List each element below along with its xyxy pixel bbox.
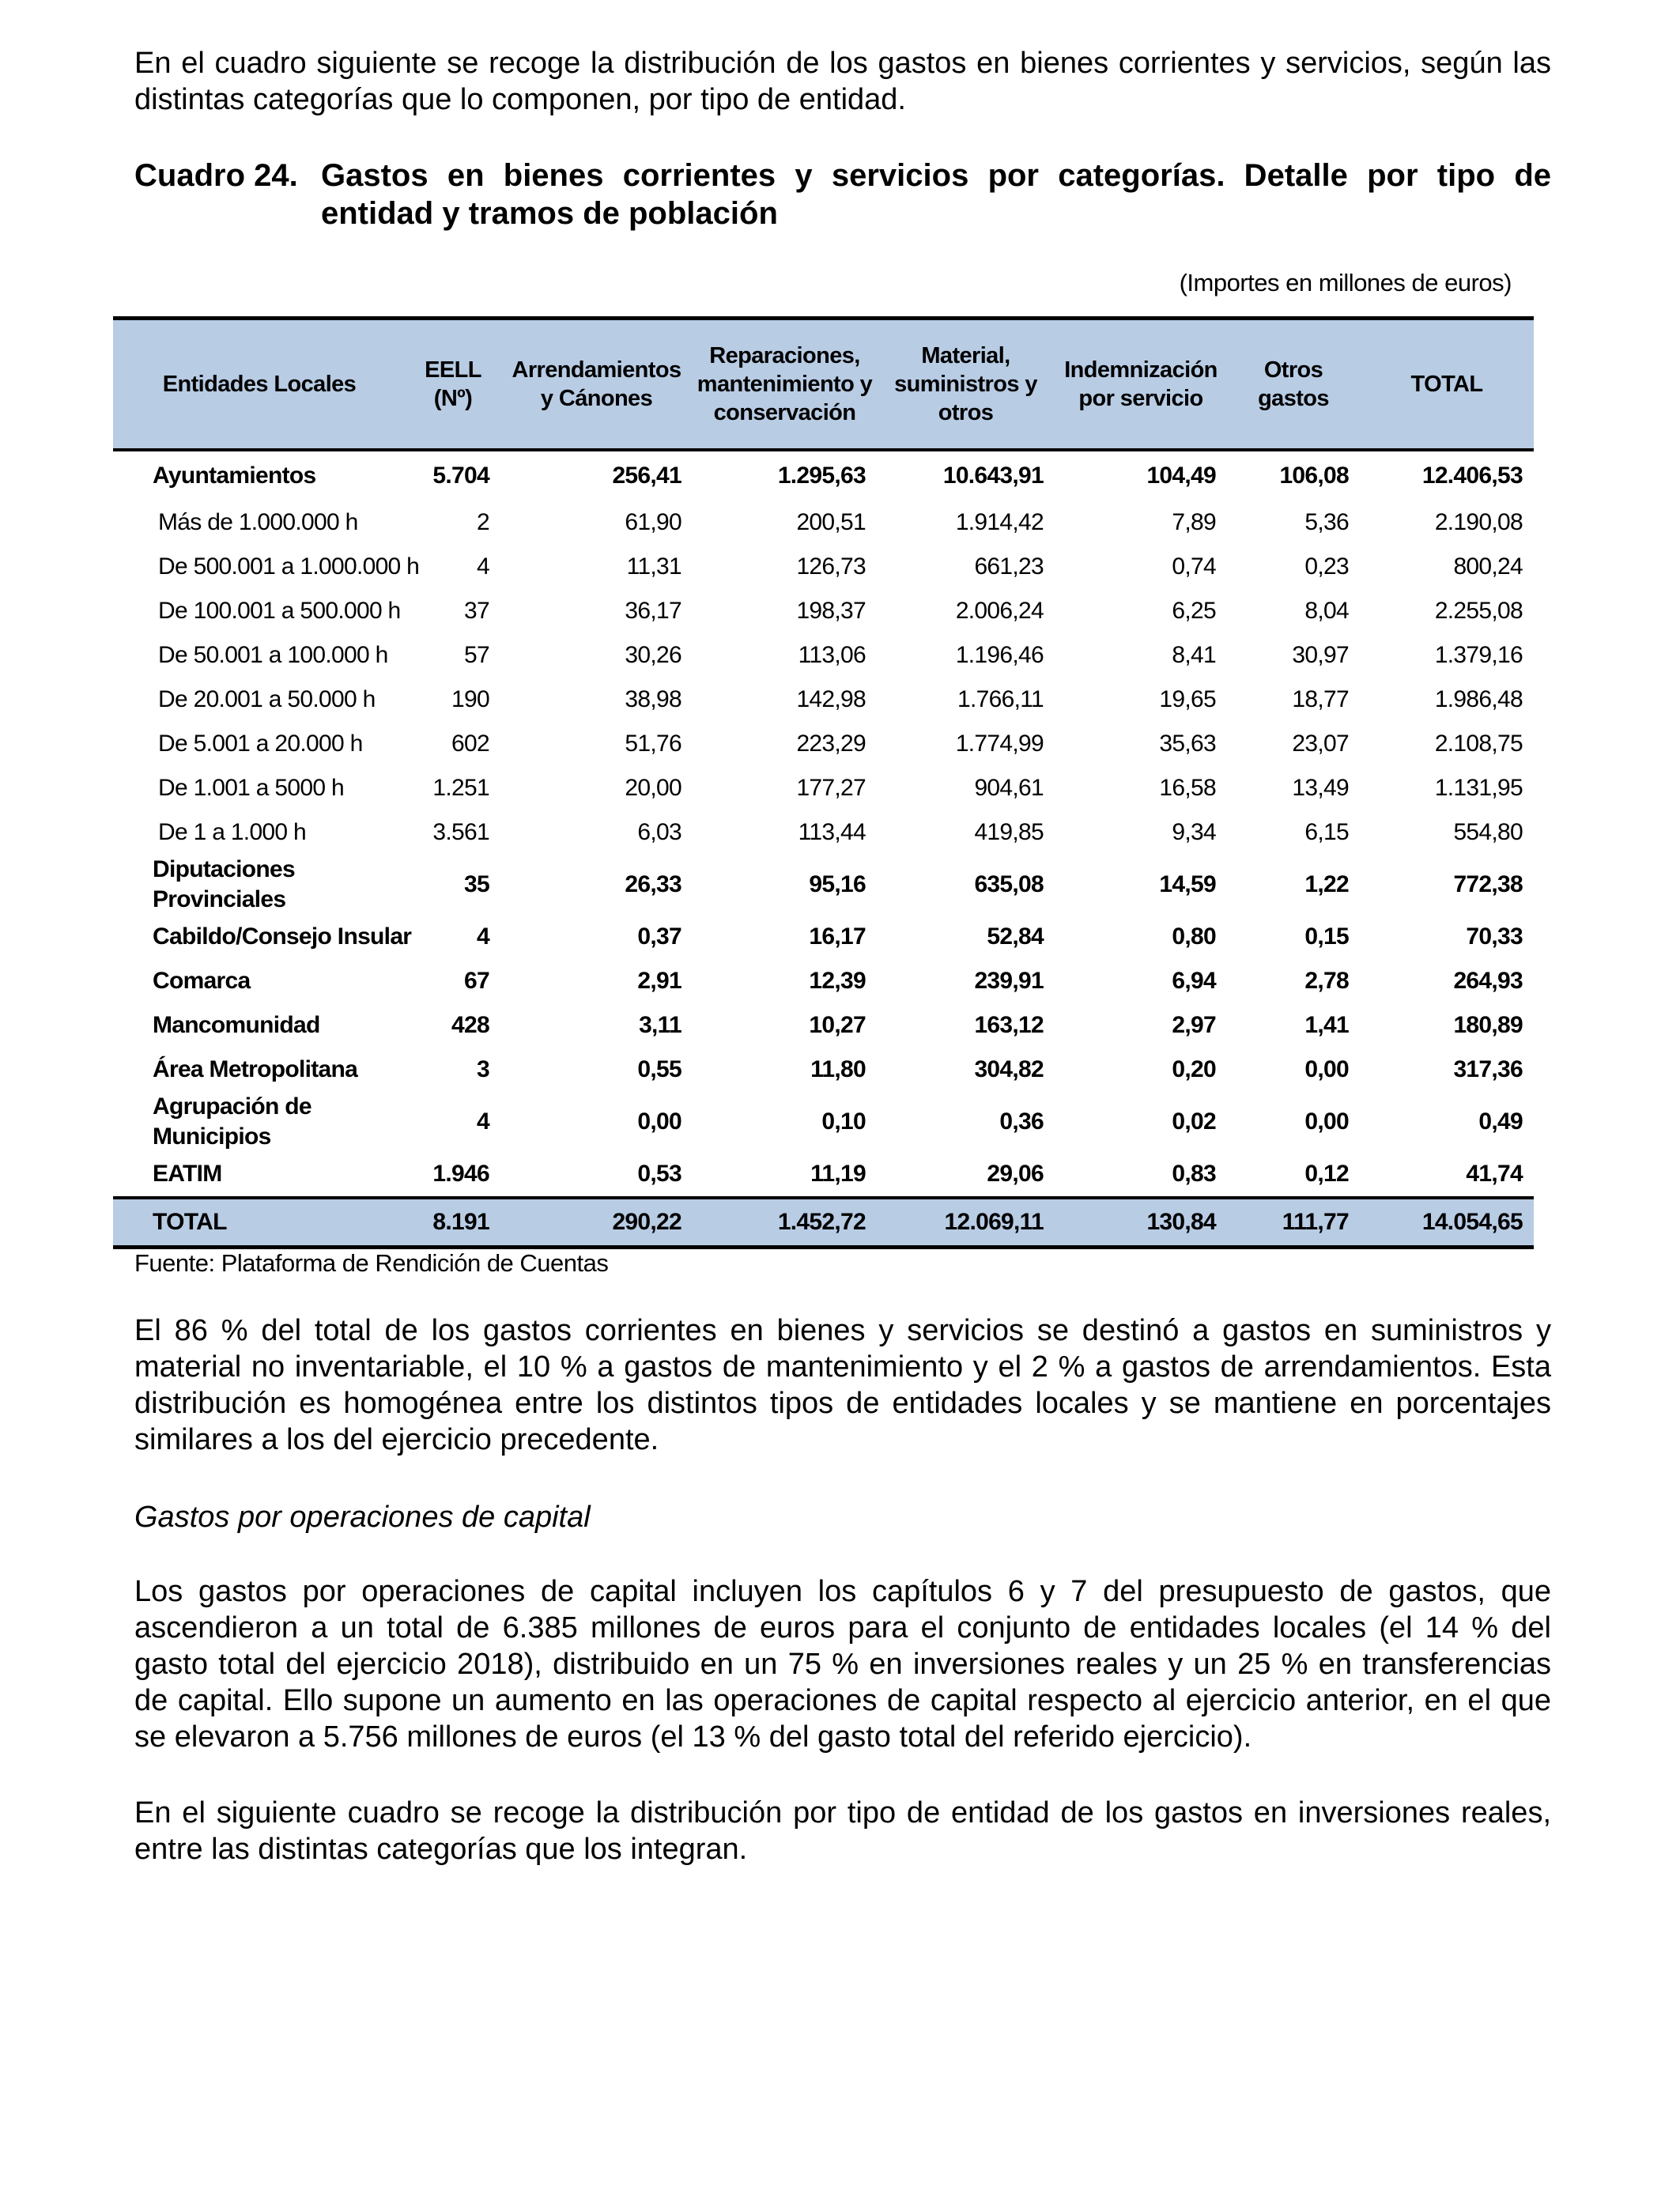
table-cell: 4	[477, 1108, 489, 1135]
table-cell: 0,37	[637, 923, 681, 950]
table-cell: 0,36	[999, 1108, 1044, 1135]
table-row	[113, 722, 1534, 766]
total-cell: 8.191	[406, 1198, 500, 1248]
row-label: Diputaciones Provinciales	[153, 856, 295, 912]
table-row	[113, 500, 1534, 545]
table-cell: 0,23	[1304, 553, 1349, 580]
expenses-table	[113, 316, 1534, 1249]
table-cell: 4	[477, 923, 489, 950]
table-cell: 0,83	[1172, 1161, 1216, 1187]
table-cell: 8,41	[1172, 642, 1216, 668]
table-cell: 4	[477, 553, 489, 580]
table-cell: 1.131,95	[1434, 775, 1523, 801]
row-label: De 20.001 a 50.000 h	[158, 686, 376, 712]
table-cell: 0,12	[1304, 1161, 1349, 1187]
table-cell: 13,49	[1292, 775, 1349, 801]
table-cell: 26,33	[625, 871, 681, 897]
row-label: De 50.001 a 100.000 h	[158, 642, 388, 668]
table-cell: 3.561	[432, 819, 489, 845]
table-cell: 2.006,24	[955, 598, 1044, 624]
table-cell: 317,36	[1453, 1056, 1523, 1082]
table-cell: 6,94	[1172, 968, 1216, 994]
table-cell: 0,80	[1172, 923, 1216, 950]
table-cell: 0,55	[637, 1056, 681, 1082]
table-cell: 19,65	[1159, 686, 1216, 712]
table-cell: 304,82	[974, 1056, 1044, 1082]
table-cell: 1.196,46	[955, 642, 1044, 668]
table-cell: 95,16	[809, 871, 866, 897]
table-cell: 180,89	[1453, 1012, 1523, 1038]
row-label: Ayuntamientos	[153, 463, 316, 489]
total-label: TOTAL	[113, 1198, 406, 1248]
row-label: De 100.001 a 500.000 h	[158, 598, 401, 624]
total-row	[113, 1198, 1534, 1248]
table-row	[113, 450, 1534, 500]
column-header: Material, suministros y otros	[877, 319, 1055, 451]
table-cell: 18,77	[1292, 686, 1349, 712]
table-cell: 1.986,48	[1434, 686, 1523, 712]
column-header: TOTAL	[1360, 319, 1534, 451]
table-cell: 0,00	[637, 1108, 681, 1135]
row-label: Área Metropolitana	[153, 1056, 358, 1082]
column-header: Reparaciones, mantenimiento y conservación	[693, 319, 877, 451]
table-cell: 1.774,99	[955, 731, 1044, 757]
table-cell: 6,25	[1172, 598, 1216, 624]
table-row	[113, 589, 1534, 633]
table-cell: 14,59	[1159, 871, 1216, 897]
table-cell: 0,20	[1172, 1056, 1216, 1082]
table-cell: 1.379,16	[1434, 642, 1523, 668]
table-cell: 163,12	[974, 1012, 1044, 1038]
table-source: Fuente: Plataforma de Rendición de Cuentas	[134, 1249, 609, 1277]
table-cell: 51,76	[625, 731, 681, 757]
table-row	[113, 1092, 1534, 1152]
table-cell: 29,06	[987, 1161, 1044, 1187]
table-cell: 16,17	[809, 923, 866, 950]
table-cell: 0,49	[1478, 1108, 1523, 1135]
row-label: Comarca	[153, 968, 251, 994]
table-cell: 223,29	[796, 731, 866, 757]
table-cell: 126,73	[796, 553, 866, 580]
table-cell: 1.295,63	[777, 463, 866, 489]
table-cell: 2,91	[637, 968, 681, 994]
table-cell: 11,80	[810, 1056, 866, 1082]
table-cell: 256,41	[612, 463, 681, 489]
row-label: EATIM	[153, 1161, 222, 1187]
table-cell: 239,91	[974, 968, 1044, 994]
table-cell: 1.251	[432, 775, 489, 801]
column-header: Otros gastos	[1227, 319, 1360, 451]
total-cell: 12.069,11	[877, 1198, 1055, 1248]
table-cell: 2.190,08	[1434, 509, 1523, 535]
table-cell: 9,34	[1172, 819, 1216, 845]
table-cell: 113,44	[798, 819, 866, 845]
paragraph-investments: En el siguiente cuadro se recoge la distribución por tipo de entidad de los gastos en inversiones reales, entre las distintas categorías que los integran.	[134, 1796, 1551, 1866]
table-cell: 11,31	[626, 553, 681, 580]
table-cell: 30,26	[625, 642, 681, 668]
table-cell: 57	[464, 642, 489, 668]
table-cell: 177,27	[796, 775, 866, 801]
table-cell: 41,74	[1466, 1161, 1523, 1187]
table-row	[113, 915, 1534, 959]
table-cell: 23,07	[1292, 731, 1349, 757]
table-header-row	[113, 319, 1534, 451]
table-cell: 800,24	[1453, 553, 1523, 580]
total-cell: 290,22	[500, 1198, 693, 1248]
table-cell: 1.914,42	[955, 509, 1044, 535]
table-cell: 6,15	[1304, 819, 1349, 845]
row-label: Mancomunidad	[153, 1012, 320, 1038]
table-cell: 0,74	[1172, 553, 1216, 580]
table-cell: 35,63	[1159, 731, 1216, 757]
table-cell: 190	[451, 686, 489, 712]
table-cell: 67	[464, 968, 489, 994]
table-cell: 10.643,91	[942, 463, 1044, 489]
table-cell: 428	[451, 1012, 489, 1038]
table-cell: 16,58	[1159, 775, 1216, 801]
column-header: Indemnización por servicio	[1055, 319, 1227, 451]
table-cell: 10,27	[809, 1012, 866, 1038]
row-label: De 500.001 a 1.000.000 h	[158, 553, 420, 580]
table-cell: 0,10	[821, 1108, 866, 1135]
total-cell: 1.452,72	[693, 1198, 877, 1248]
table-row	[113, 1003, 1534, 1048]
units-note: (Importes en millones de euros)	[1179, 269, 1512, 296]
table-cell: 142,98	[796, 686, 866, 712]
table-cell: 52,84	[987, 923, 1044, 950]
table-row	[113, 810, 1534, 855]
table-row	[113, 545, 1534, 589]
table-cell: 20,00	[625, 775, 681, 801]
caption-number: Cuadro 24.	[134, 158, 298, 193]
table-row	[113, 1152, 1534, 1198]
table-row	[113, 678, 1534, 722]
table-cell: 2,78	[1304, 968, 1349, 994]
table-cell: 2	[477, 509, 489, 535]
table-cell: 70,33	[1466, 923, 1523, 950]
table-cell: 3	[477, 1056, 489, 1082]
table-cell: 1.766,11	[957, 686, 1044, 712]
table-cell: 37	[464, 598, 489, 624]
column-header: Entidades Locales	[113, 319, 406, 451]
table-cell: 104,49	[1146, 463, 1216, 489]
total-cell: 111,77	[1227, 1198, 1360, 1248]
total-cell: 14.054,65	[1360, 1198, 1534, 1248]
table-cell: 12.406,53	[1421, 463, 1523, 489]
table-cell: 5,36	[1304, 509, 1349, 535]
table-cell: 661,23	[974, 553, 1044, 580]
table-cell: 3,11	[639, 1012, 681, 1038]
table-cell: 7,89	[1172, 509, 1216, 535]
table-cell: 0,00	[1304, 1056, 1349, 1082]
table-cell: 35	[464, 871, 489, 897]
table-cell: 8,04	[1304, 598, 1349, 624]
table-row	[113, 633, 1534, 678]
table-row	[113, 959, 1534, 1003]
table-cell: 635,08	[974, 871, 1044, 897]
table-cell: 1.946	[432, 1161, 489, 1187]
total-cell: 130,84	[1055, 1198, 1227, 1248]
table-cell: 0,15	[1304, 923, 1349, 950]
table-cell: 36,17	[625, 598, 681, 624]
row-label: De 1.001 a 5000 h	[158, 775, 344, 801]
table-cell: 772,38	[1453, 871, 1523, 897]
table-cell: 419,85	[974, 819, 1044, 845]
table-cell: 264,93	[1453, 968, 1523, 994]
column-header: EELL (Nº)	[406, 319, 500, 451]
row-label: Más de 1.000.000 h	[158, 509, 358, 535]
table-cell: 1,41	[1304, 1012, 1349, 1038]
table-cell: 5.704	[432, 463, 489, 489]
table-cell: 6,03	[637, 819, 681, 845]
table-row	[113, 855, 1534, 915]
table-cell: 200,51	[796, 509, 866, 535]
column-header: Arrendamientos y Cánones	[500, 319, 693, 451]
table-cell: 554,80	[1453, 819, 1523, 845]
paragraph-capital: Los gastos por operaciones de capital incluyen los capítulos 6 y 7 del presupuesto de gastos, que ascendieron a un total de 6.385 millones de euros para el conjunto de entidades locales (el 14 % del gasto total del ejercicio 2018), distribuido en un 75 % en inversiones reales y un 25 % en transferencias de capital. Ello supone un aumento en las operaciones de capital respecto al ejercicio anterior, en el que se elevaron a 5.756 millones de euros (el 13 % del gasto total del referido ejercicio).	[134, 1575, 1551, 1754]
table-cell: 12,39	[809, 968, 866, 994]
table-cell: 0,53	[637, 1161, 681, 1187]
table-cell: 1,22	[1304, 871, 1349, 897]
table-row	[113, 1048, 1534, 1092]
row-label: Cabildo/Consejo Insular	[153, 923, 412, 950]
table-cell: 30,97	[1292, 642, 1349, 668]
table-cell: 2,97	[1172, 1012, 1216, 1038]
table-cell: 904,61	[974, 775, 1044, 801]
table-cell: 11,19	[810, 1161, 866, 1187]
caption-title: Gastos en bienes corrientes y servicios por categorías. Detalle por tipo de entidad y tramos de población	[321, 158, 1551, 231]
table-cell: 113,06	[798, 642, 866, 668]
table-cell: 106,08	[1279, 463, 1349, 489]
row-label: De 1 a 1.000 h	[158, 819, 307, 845]
paragraph-distribution: El 86 % del total de los gastos corrientes en bienes y servicios se destinó a gastos en suministros y material no inventariable, el 10 % a gastos de mantenimiento y el 2 % a gastos de arrendamientos. Esta distribución es homogénea entre los distintos tipos de entidades locales y se mantiene en porcentajes similares a los del ejercicio precedente.	[134, 1314, 1551, 1456]
table-row	[113, 766, 1534, 810]
section-subheading: Gastos por operaciones de capital	[134, 1501, 591, 1534]
table-cell: 61,90	[625, 509, 681, 535]
intro-paragraph: En el cuadro siguiente se recoge la distribución de los gastos en bienes corrientes y servicios, según las distintas categorías que lo componen, por tipo de entidad.	[134, 47, 1551, 116]
table-cell: 0,02	[1172, 1108, 1216, 1135]
table-cell: 38,98	[625, 686, 681, 712]
table-cell: 2.108,75	[1434, 731, 1523, 757]
row-label: Agrupación de Municipios	[153, 1093, 311, 1150]
table-cell: 2.255,08	[1434, 598, 1523, 624]
table-cell: 0,00	[1304, 1108, 1349, 1135]
row-label: De 5.001 a 20.000 h	[158, 731, 363, 757]
table-cell: 602	[451, 731, 489, 757]
table-cell: 198,37	[796, 598, 866, 624]
